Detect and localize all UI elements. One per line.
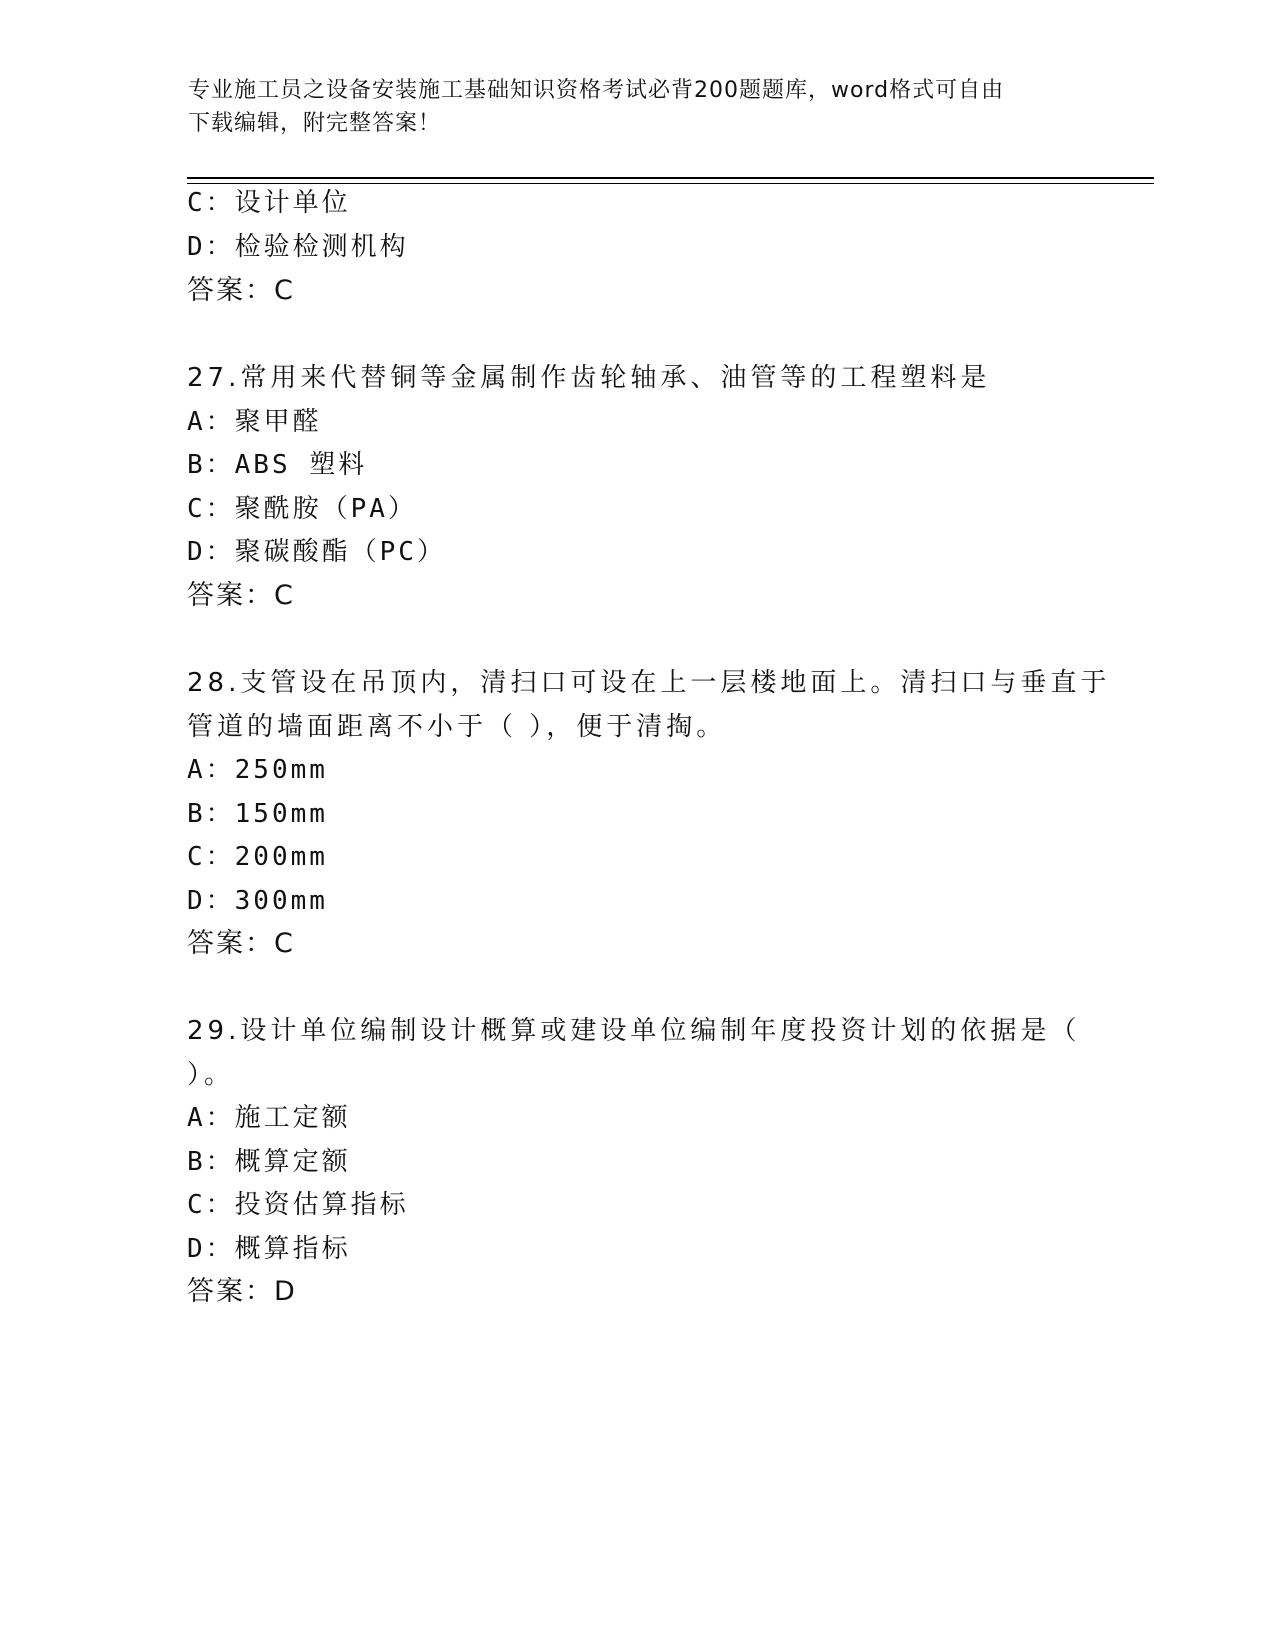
q28-stem-line-1: 28.支管设在吊顶内，清扫口可设在上一层楼地面上。清扫口与垂直于 (187, 668, 1111, 698)
q29-option-b: B：概算定额 (187, 1147, 351, 1177)
q27-option-d: D：聚碳酸酯（PC） (187, 537, 446, 567)
prev-answer: 答案：C (187, 275, 295, 306)
q27-answer: 答案：C (187, 580, 295, 611)
q28-option-c: C：200mm (187, 842, 328, 872)
q29-answer: 答案：D (187, 1276, 297, 1307)
q28-option-d: D：300mm (187, 886, 328, 916)
q27-option-a: A：聚甲醛 (187, 407, 322, 437)
q27-option-c: C：聚酰胺（PA） (187, 494, 417, 524)
header-divider-thick (187, 177, 1154, 179)
header-line-2: 下载编辑，附完整答案！ (188, 111, 442, 136)
q29-option-a: A：施工定额 (187, 1103, 351, 1133)
prev-option-c: C：设计单位 (187, 188, 351, 218)
q28-option-a: A：250mm (187, 755, 328, 785)
q27-option-b: B：ABS 塑料 (187, 450, 368, 480)
header-divider-thin (187, 183, 1154, 184)
q27-stem: 27.常用来代替铜等金属制作齿轮轴承、油管等的工程塑料是 (187, 363, 991, 393)
q29-option-d: D：概算指标 (187, 1234, 351, 1264)
q29-stem-line-1: 29.设计单位编制设计概算或建设单位编制年度投资计划的依据是（ (187, 1016, 1081, 1046)
q28-stem-line-2: 管道的墙面距离不小于（ ），便于清掏。 (187, 712, 727, 742)
q29-option-c: C：投资估算指标 (187, 1190, 409, 1220)
q28-answer: 答案：C (187, 928, 295, 959)
q28-option-b: B：150mm (187, 799, 328, 829)
page-header (188, 74, 1088, 140)
prev-option-d: D：检验检测机构 (187, 232, 409, 262)
q29-stem-line-2: ）。 (187, 1060, 235, 1090)
header-line-1: 专业施工员之设备安装施工基础知识资格考试必背200题题库，word格式可自由 (188, 78, 1005, 103)
